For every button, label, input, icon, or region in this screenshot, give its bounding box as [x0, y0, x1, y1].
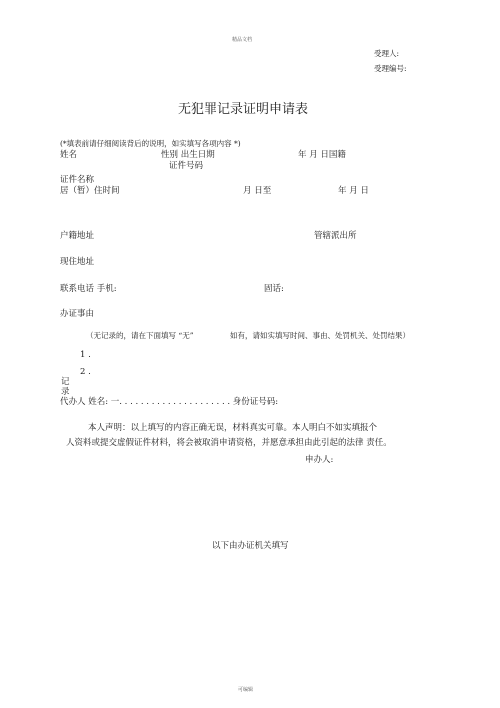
residence-to-label: 月 日至 — [243, 186, 272, 196]
police-station-label: 管辖派出所 — [314, 231, 357, 241]
purpose-label: 办证事由 — [60, 309, 95, 319]
declaration-line-1: 本人声明：以上填写的内容正确无误，材料真实可靠。本人明白不如实填报个 — [88, 423, 378, 433]
record-note-right: 如有，请如实填写时间、事由、处罚机关、处罚结果） — [230, 331, 410, 340]
record-item-1: 1 . — [80, 350, 91, 360]
applicant-label: 申办人: — [305, 455, 334, 465]
instruction-note: (*填表前请仔细阅读背后的说明，如实填写各项内容 *) — [60, 139, 241, 148]
phone-mobile-label: 联系电话 手机: — [60, 284, 117, 294]
landline-label: 固话: — [264, 284, 284, 294]
record-item-2: 2 . — [80, 367, 91, 377]
receiver-label: 受理人: — [374, 49, 400, 58]
record-side-label-2: 录 — [61, 387, 70, 397]
authority-note: 以下由办证机关填写 — [212, 541, 289, 551]
id-type-label: 证件名称 — [60, 175, 95, 185]
current-address-label: 现住地址 — [60, 257, 95, 267]
residence-end-label: 年 月 日 — [338, 186, 369, 196]
top-note: 精品文档 — [232, 37, 253, 43]
agent-line: 代办人 姓名: 一. . . . . . . . . . . . . . . . . . . . . 身份证号码: — [60, 397, 279, 407]
residence-time-label: 居（暂）住时间 — [60, 186, 120, 196]
household-address-label: 户籍地址 — [60, 231, 95, 241]
name-label: 姓名 — [60, 150, 78, 160]
record-side-label-1: 记 — [61, 377, 70, 387]
footer-note: 可编辑 — [238, 687, 254, 693]
gender-birth-label: 性别 出生日期 — [161, 150, 215, 160]
record-note-left: （无记录的，请在下面填写 “无” — [86, 331, 194, 340]
receiver-number-label: 受理编号: — [374, 64, 407, 73]
birth-nationality-label: 年 月 日国籍 — [298, 150, 346, 160]
page-title: 无犯罪记录证明申请表 — [178, 102, 309, 117]
declaration-line-2: 人资料或提交虚假证件材料，将会被取消申请资格，并愿意承担由此引起的法律 责任。 — [66, 438, 392, 448]
id-number-label: 证件号码 — [169, 161, 204, 171]
